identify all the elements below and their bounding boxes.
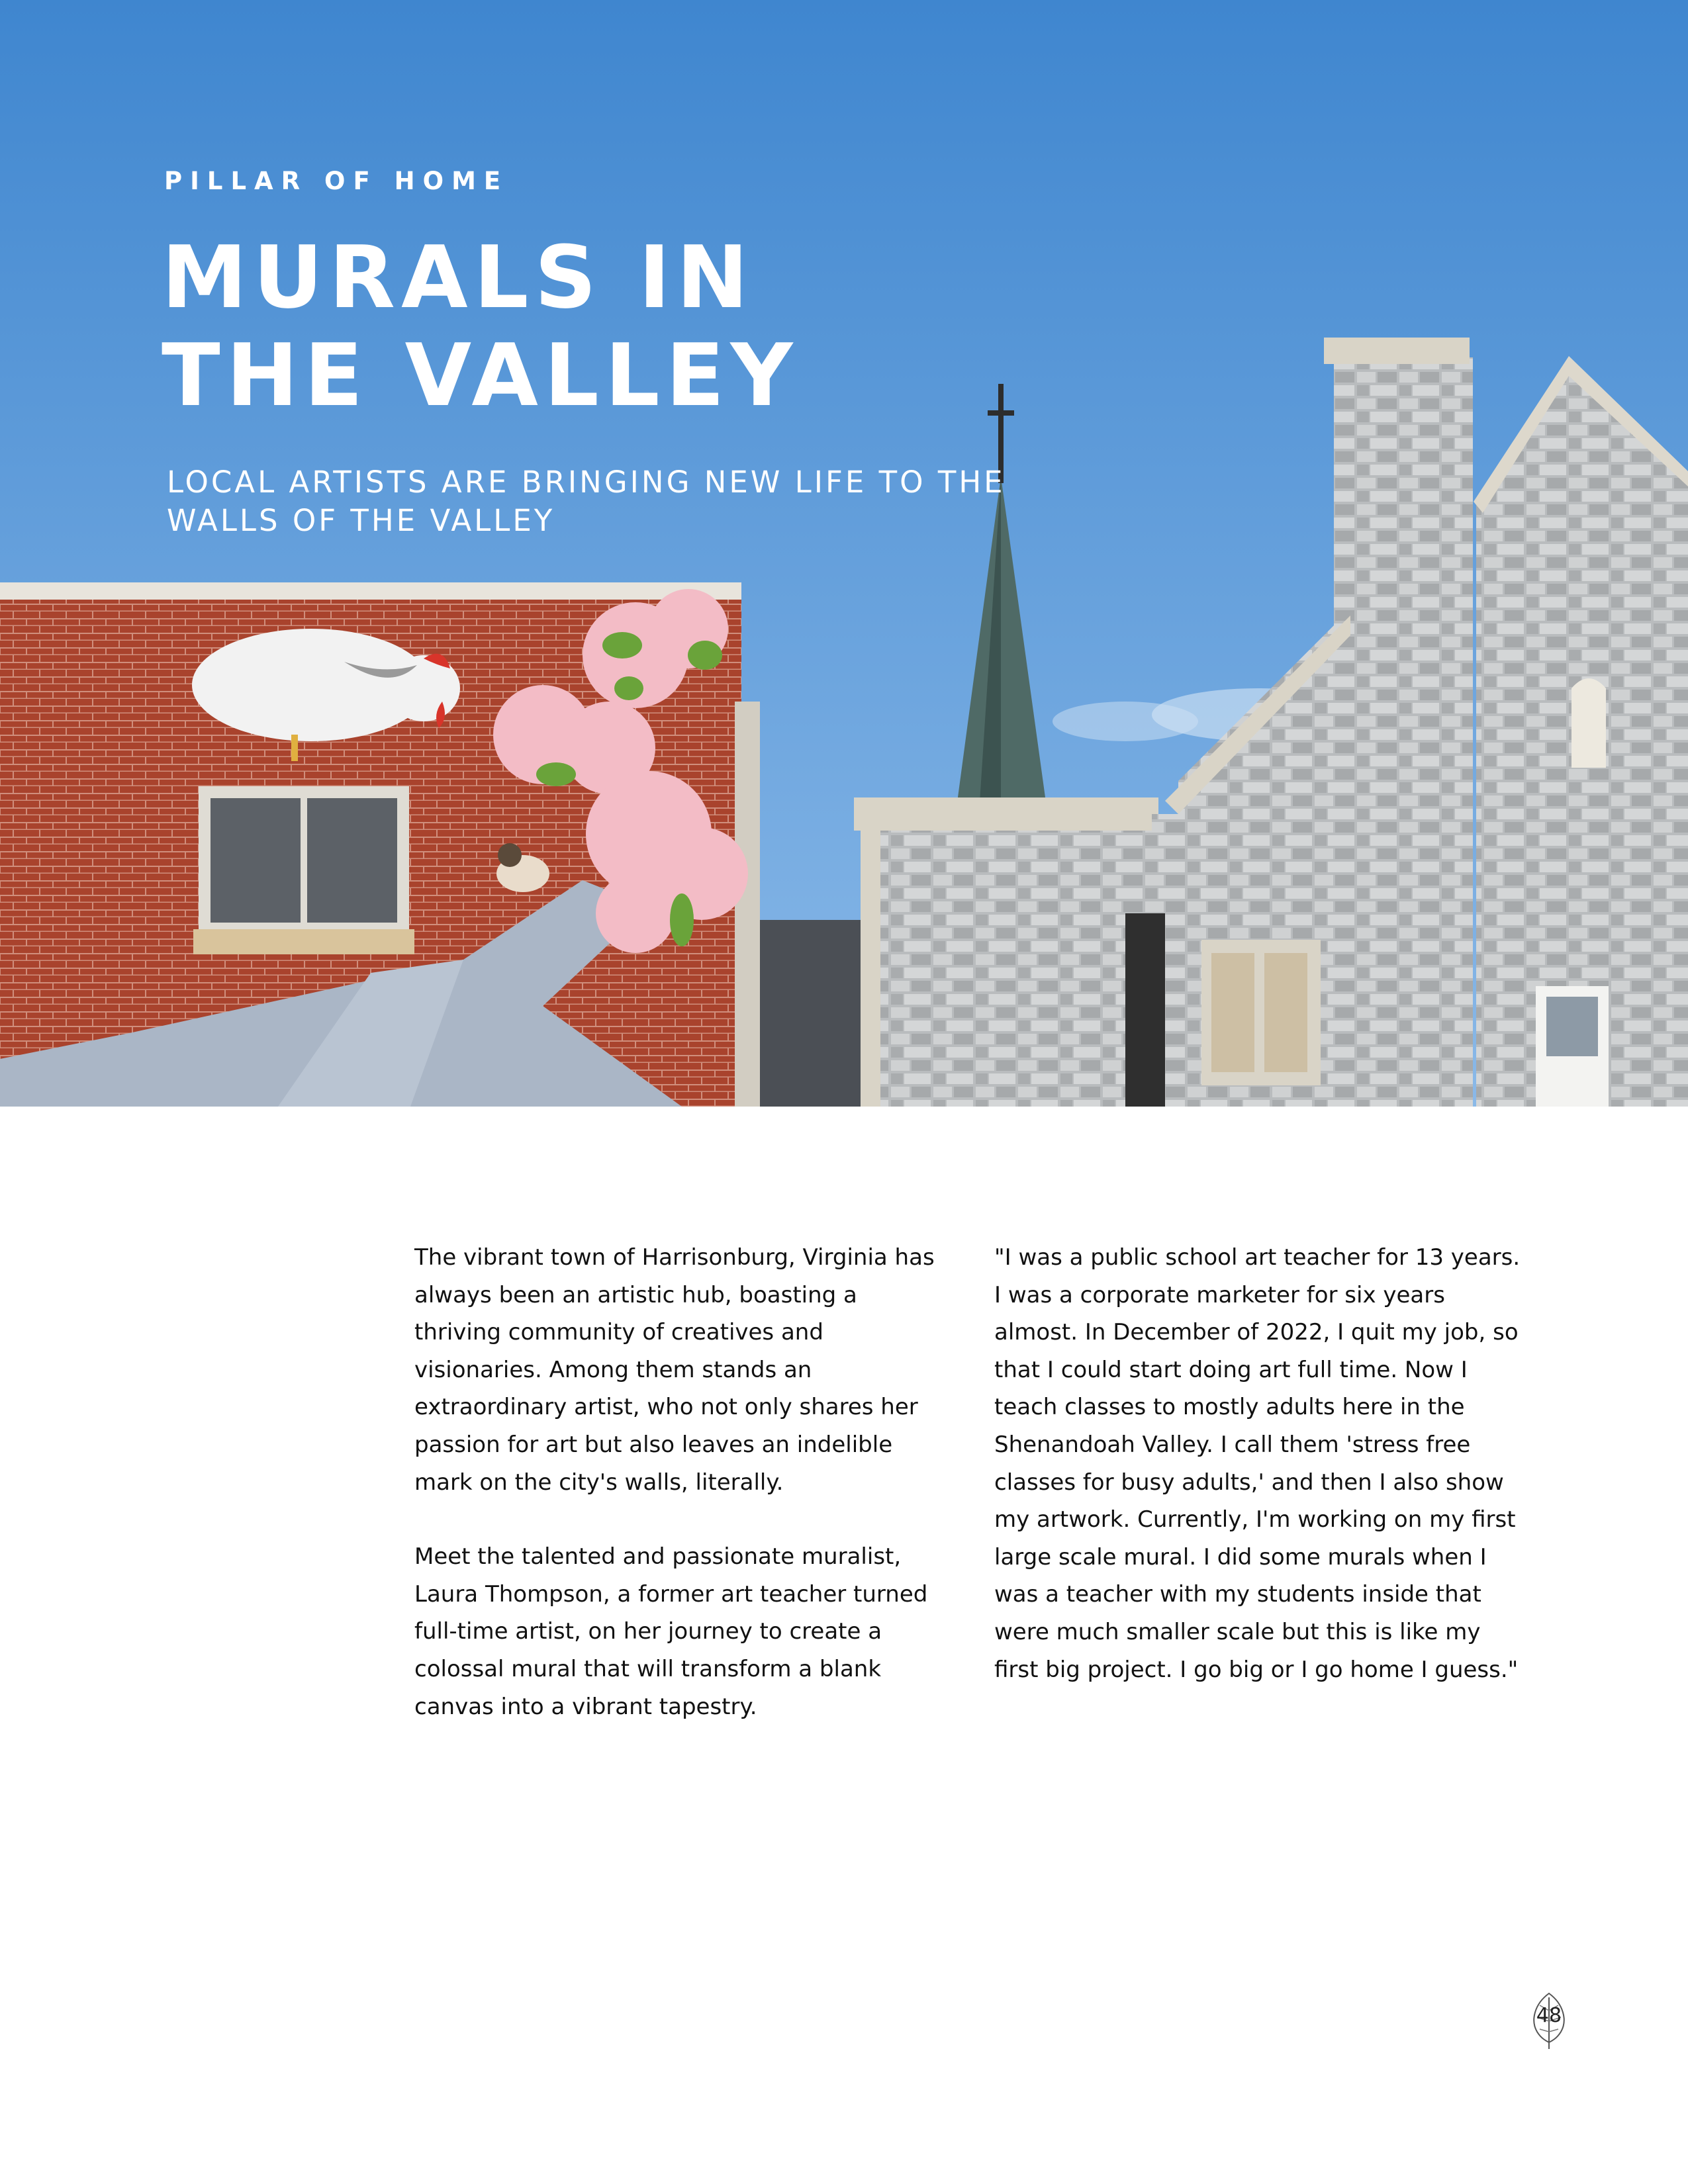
article-column-left <box>414 1239 951 1762</box>
page-number-text: 48 <box>1536 2004 1562 2027</box>
quote-paragraph: "I was a public school art teacher for 13 years. I was a corporate marketer for six years almost. In December of 2022, I quit my job, so that I could start doing art full time. Now I teach classes to mostly adults here in the Shenandoah Valley. I call them 'stress free classes for busy adults,' and then I also show my artwork. Currently, I'm working on my first large scale mural. I did some murals when I was a teacher with my students inside that were much smaller scale but this is like my first big project. I go big or I go home I guess." <box>994 1244 1521 1683</box>
page-number <box>1528 1991 1570 2050</box>
article-column-right <box>994 1239 1530 1725</box>
article-title: MURALS IN THE VALLEY <box>162 227 799 426</box>
paragraph: Meet the talented and passionate muralist, Laura Thompson, a former art teacher turned full-time artist, on her journey to create a colossal mural that will transform a blank canvas into a vibrant tapestry. <box>414 1543 928 1720</box>
brick-building <box>0 582 760 1107</box>
paragraph: The vibrant town of Harrisonburg, Virginia has always been an artistic hub, boasting a thriving community of creatives and visionaries. Among them stands an extraordinary artist, who not only shares her passion for art but also leaves an indelible mark on the city's walls, literally. <box>414 1244 935 1496</box>
section-kicker: PILLAR OF HOME <box>164 167 509 195</box>
article-subtitle: LOCAL ARTISTS ARE BRINGING NEW LIFE TO THE WALLS OF THE VALLEY <box>167 465 1006 538</box>
